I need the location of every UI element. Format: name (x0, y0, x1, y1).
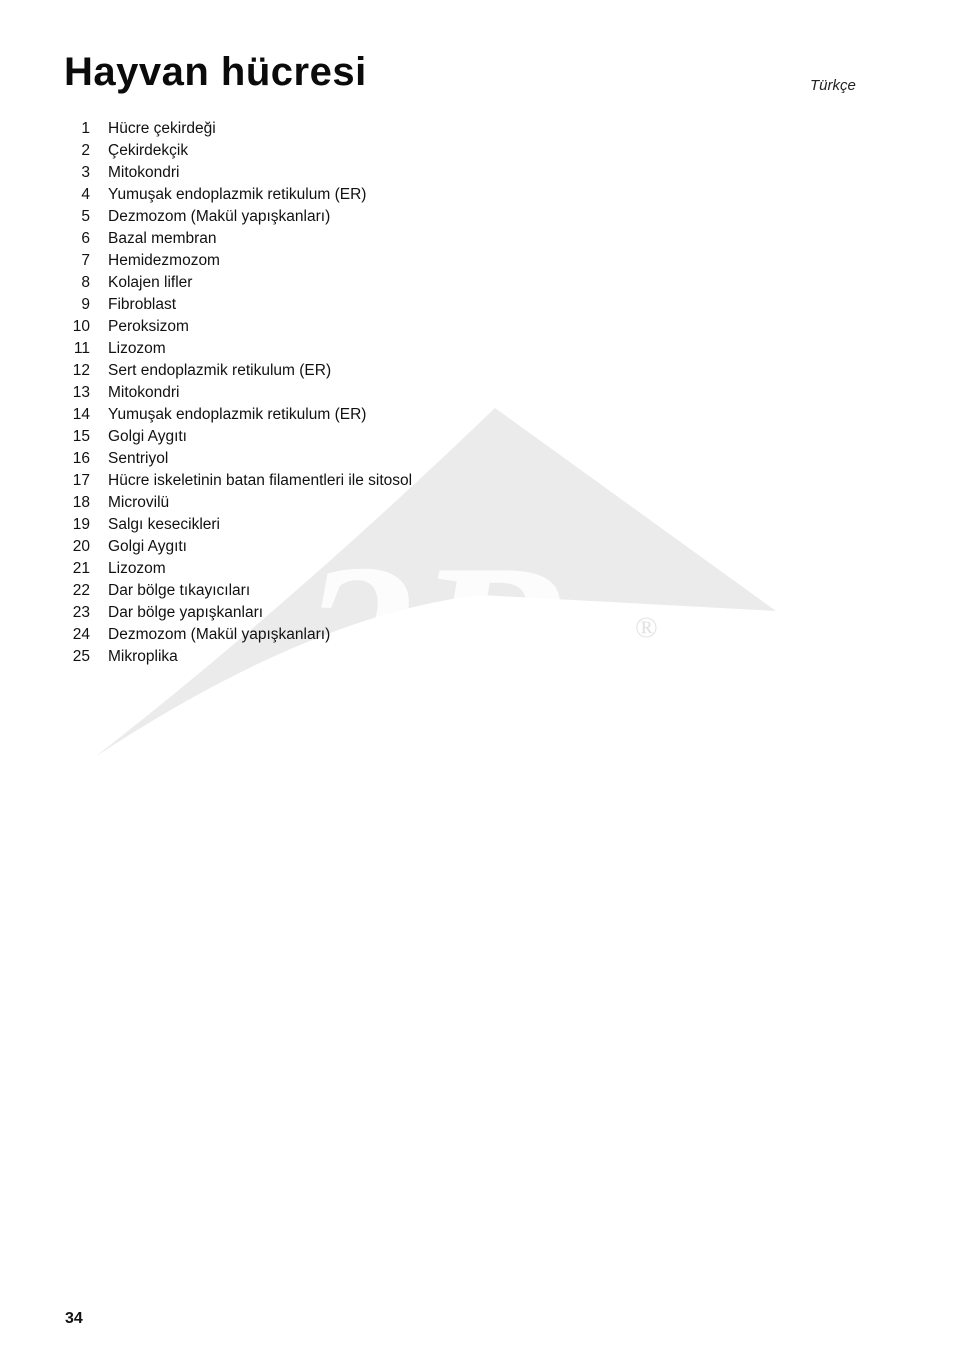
legend-item (60, 448, 412, 470)
legend-label: Lizozom (108, 340, 166, 357)
legend-label: Bazal membran (108, 230, 217, 247)
legend-label: Salgı kesecikleri (108, 516, 220, 533)
legend-number: 13 (72, 384, 90, 401)
legend-label: Mikroplika (108, 648, 178, 665)
legend-item (60, 184, 412, 206)
legend-label: Yumuşak endoplazmik retikulum (ER) (108, 186, 367, 203)
legend-number: 25 (72, 648, 90, 665)
legend-label: Golgi Aygıtı (108, 428, 187, 445)
legend-label: Hücre iskeletinin batan filamentleri ile sitosol (108, 472, 413, 489)
legend-label: Dar bölge tıkayıcıları (108, 582, 251, 599)
legend-number: 24 (72, 626, 90, 643)
legend-number: 17 (72, 472, 90, 489)
legend-label: Dar bölge yapışkanları (108, 604, 264, 621)
page-title: Hayvan hücresi (64, 50, 367, 94)
legend-item (60, 162, 412, 184)
legend-number: 3 (81, 164, 90, 181)
language-label: Türkçe (810, 77, 856, 94)
legend-item (60, 294, 412, 316)
legend-number: 6 (81, 230, 90, 247)
legend-number: 22 (72, 582, 90, 599)
legend-number: 1 (81, 120, 90, 137)
legend-number: 20 (72, 538, 90, 555)
legend-item (60, 536, 412, 558)
legend-label: Sentriyol (108, 450, 169, 467)
legend-item (60, 316, 412, 338)
legend-label: Fibroblast (108, 296, 177, 313)
legend-label: Dezmozom (Makül yapışkanları) (108, 626, 331, 643)
legend-number: 16 (72, 450, 90, 467)
legend-item (60, 426, 412, 448)
legend-item (60, 624, 412, 646)
legend-label: Mitokondri (108, 164, 180, 181)
legend-item (60, 118, 412, 140)
legend-item (60, 404, 412, 426)
legend-item (60, 470, 412, 492)
legend-label: Mitokondri (108, 384, 180, 401)
legend-item (60, 558, 412, 580)
legend-item (60, 228, 412, 250)
legend-item (60, 338, 412, 360)
legend-number: 8 (81, 274, 90, 291)
legend-item (60, 492, 412, 514)
legend-number: 11 (73, 340, 90, 357)
legend-number: 4 (81, 186, 90, 203)
legend-number: 15 (72, 428, 90, 445)
legend-label: Lizozom (108, 560, 166, 577)
legend-label: Dezmozom (Makül yapışkanları) (108, 208, 331, 225)
legend-label: Peroksizom (108, 318, 189, 335)
page-number: 34 (65, 1310, 83, 1327)
legend-label: Yumuşak endoplazmik retikulum (ER) (108, 406, 367, 423)
legend-number: 10 (72, 318, 90, 335)
legend-number: 18 (72, 494, 90, 511)
legend-item (60, 360, 412, 382)
logo-registered-mark: ® (635, 611, 658, 644)
legend-item (60, 646, 412, 668)
legend-item (60, 514, 412, 536)
legend-label: Microvilü (108, 494, 170, 511)
legend-item (60, 382, 412, 404)
legend-item (60, 602, 412, 624)
legend-label: Çekirdekçik (108, 142, 189, 159)
legend-number: 21 (72, 560, 90, 577)
legend-label: Hücre çekirdeği (108, 120, 216, 137)
legend-label: Golgi Aygıtı (108, 538, 187, 555)
legend-item (60, 140, 412, 162)
legend-list (60, 118, 412, 668)
legend-label: Kolajen lifler (108, 274, 193, 291)
legend-item (60, 206, 412, 228)
legend-number: 7 (81, 252, 90, 269)
legend-number: 2 (81, 142, 90, 159)
legend-number: 9 (81, 296, 90, 313)
legend-number: 23 (72, 604, 90, 621)
legend-number: 14 (72, 406, 90, 423)
legend-number: 12 (72, 362, 90, 379)
logo-brand-text: 3B (300, 516, 569, 765)
legend-label: Hemidezmozom (108, 252, 220, 269)
legend-number: 5 (81, 208, 90, 225)
legend-item (60, 272, 412, 294)
legend-item (60, 580, 412, 602)
legend-item (60, 250, 412, 272)
legend-label: Sert endoplazmik retikulum (ER) (108, 362, 332, 379)
legend-number: 19 (72, 516, 90, 533)
